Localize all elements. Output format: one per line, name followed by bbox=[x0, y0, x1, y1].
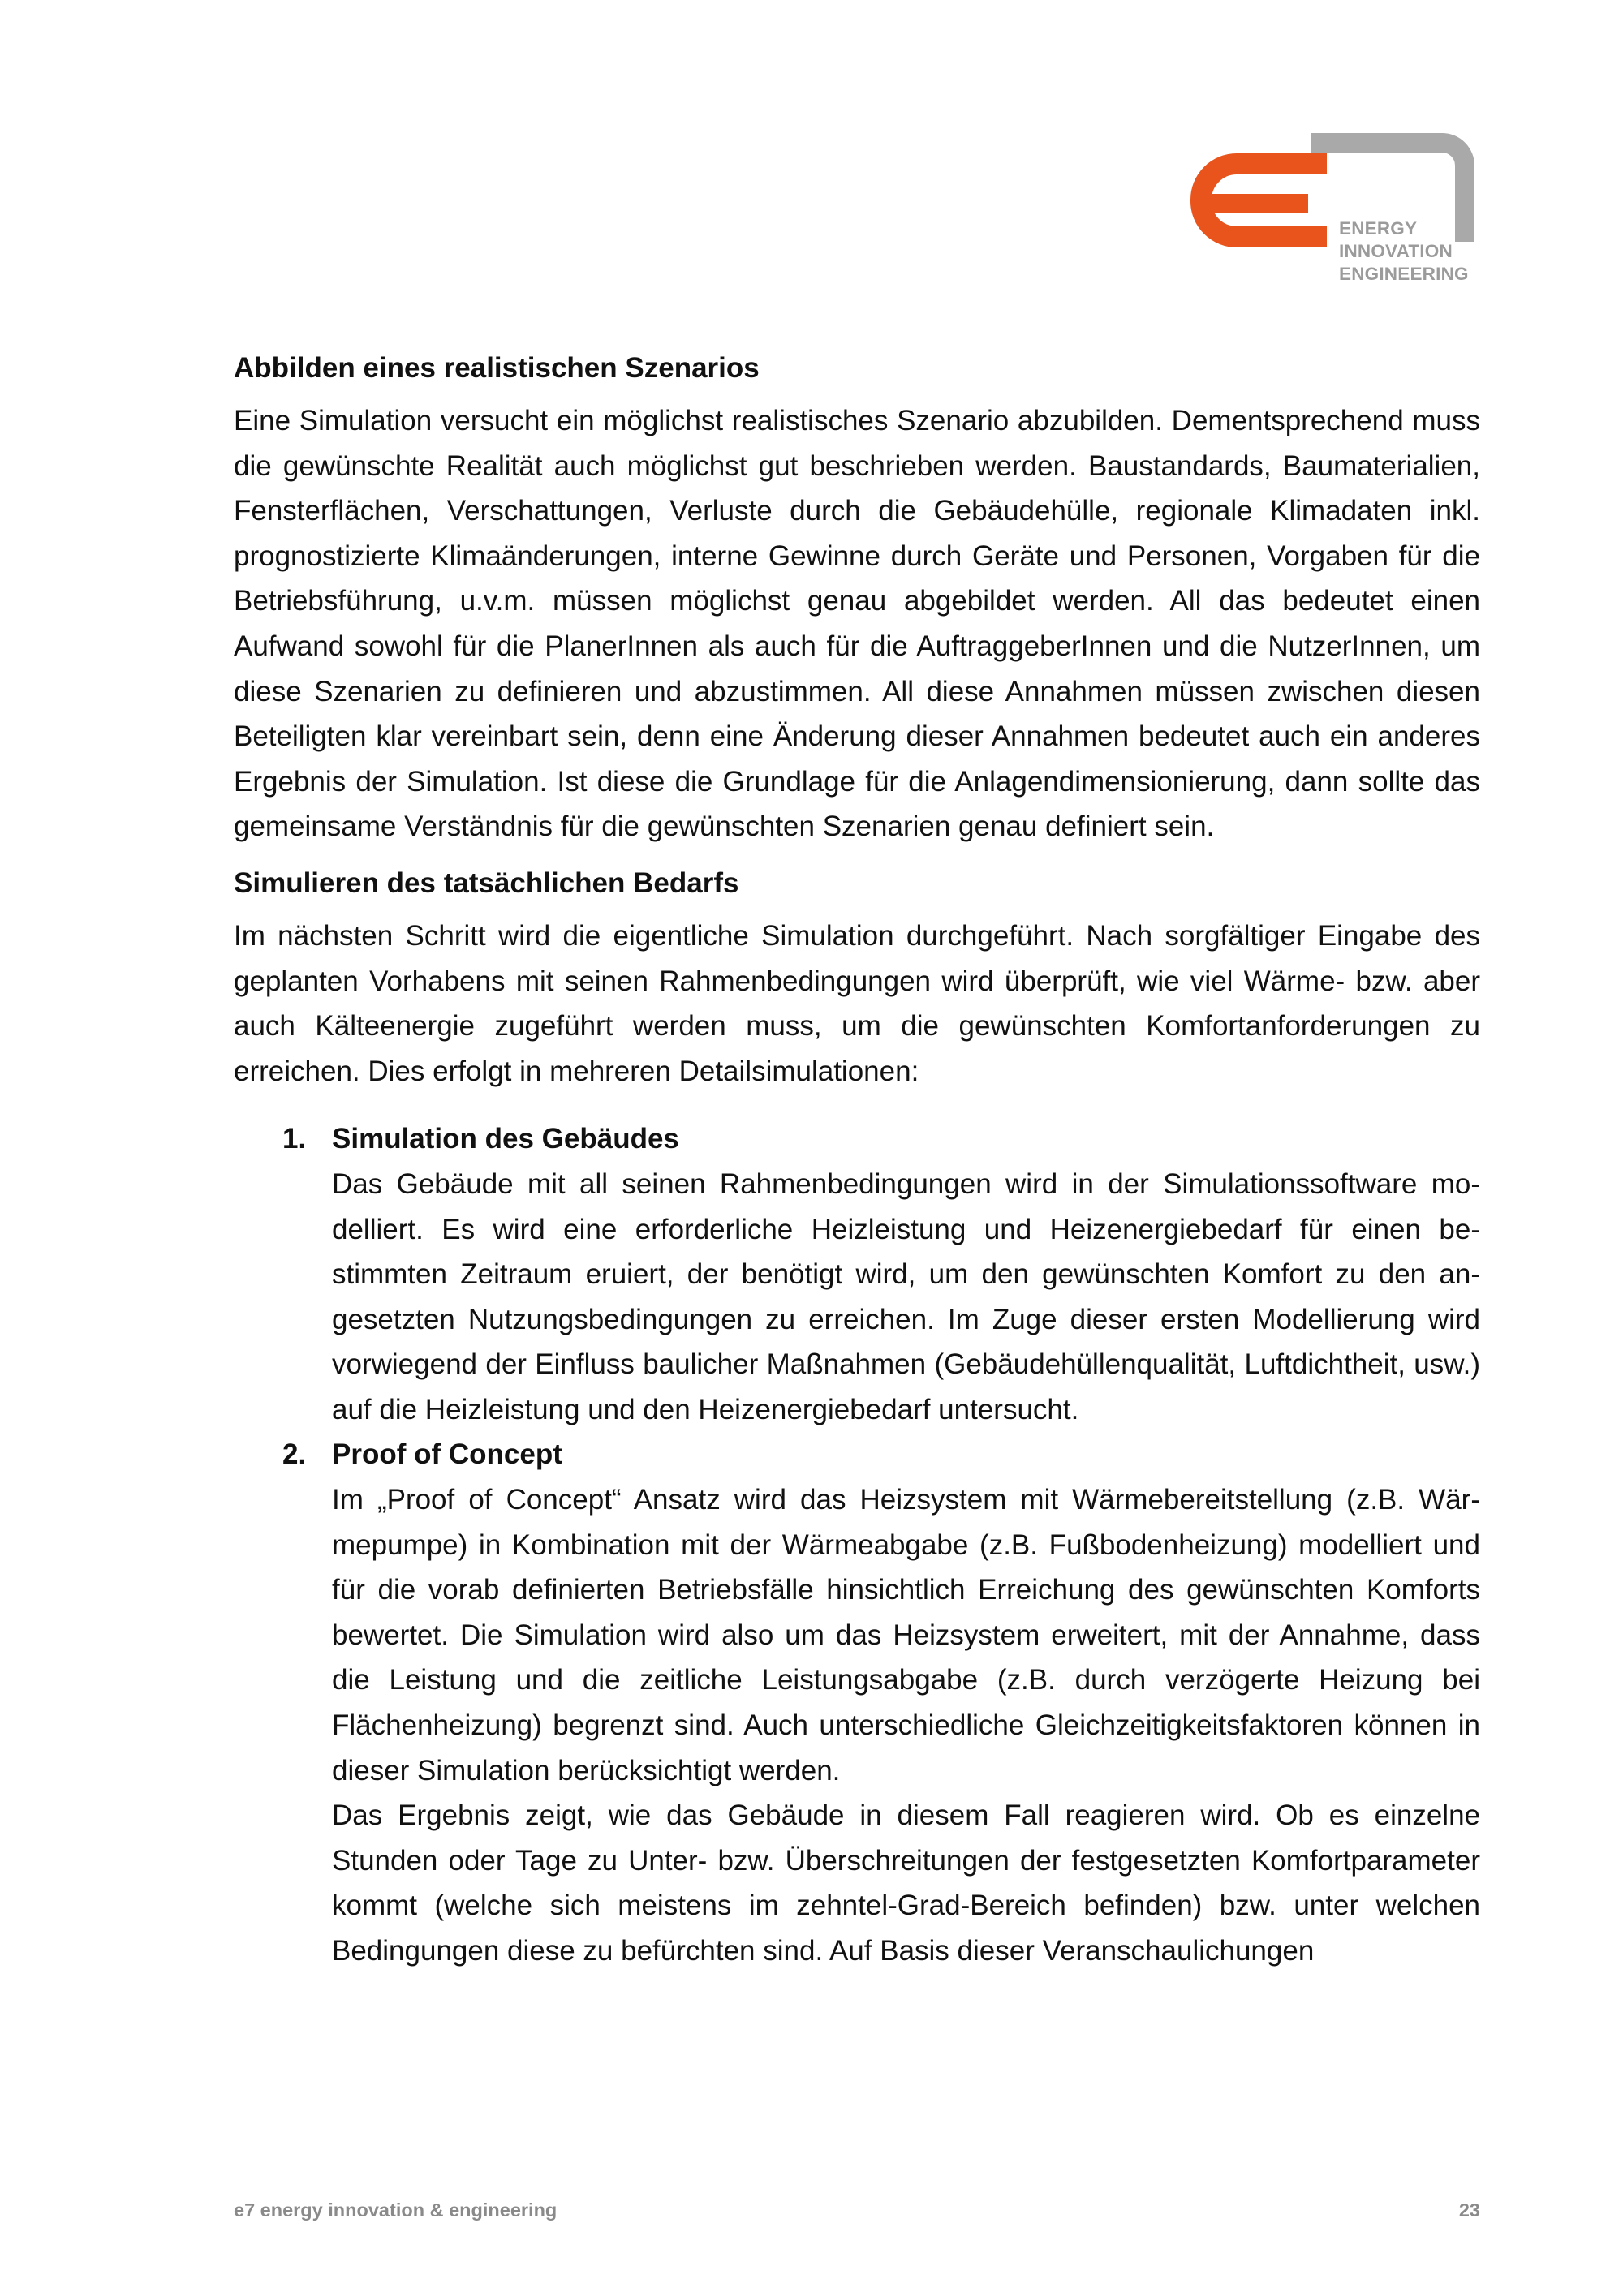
list-item-text-continued: Das Ergebnis zeigt, wie das Gebäude in diesem Fall reagieren wird. Ob es einzelne Stunden oder Tage zu Unter- bzw. Überschreitungen der festgesetzten Komfortparameter kommt (welche sich meistens im zehntel-Grad-Bereich befinden) bzw. unter welchen Bedingungen diese zu befürchten sind. Auf Basis dieser Veranschaulichungen bbox=[332, 1799, 1480, 1967]
footer-company: e7 energy innovation & engineering bbox=[234, 2199, 558, 2221]
section-heading-bedarf: Simulieren des tatsächlichen Bedarfs bbox=[234, 866, 739, 899]
list-item-text: Das Gebäude mit all seinen Rahmenbedingungen wird in der Simulationssoftware modelliert. Es wird eine erforderliche Heizleistung und Heizenergiebedarf für einen bestimmten Zeitraum eruiert, der benötigt wird, um den gewünschten Komfort zu den angesetzten Nutzungsbedingungen zu erreichen. Im Zuge dieser ersten Modellierung wird vorwiegend der Einfluss baulicher Maßnahmen (Gebäudehüllenqualität, Luftdichtheit, usw.) auf die Heizleistung und den Heizenergiebedarf untersucht. bbox=[332, 1167, 1480, 1425]
page-number: 23 bbox=[1458, 2199, 1480, 2221]
list-number: 1. bbox=[282, 1123, 307, 1155]
list-item-title: Simulation des Gebäudes bbox=[332, 1123, 679, 1155]
list-item bbox=[234, 1432, 1480, 1973]
e7-logo bbox=[1162, 128, 1480, 287]
section-heading-szenario: Abbilden eines realistischen Szenarios bbox=[234, 352, 760, 384]
logo-line-innovation: INNOVATION bbox=[1339, 241, 1453, 261]
paragraph-szenario: Eine Simulation versucht ein möglichst realistisches Szenario abzubilden. Dementsprechend muss die gewünschte Realität auch möglichst gut beschrieben werden. Baustandards, Baumaterialien, Fensterflächen, Verschattungen, Verluste durch die Gebäudehülle, regionale Klimadaten inkl. prognostizierte Klimaänderungen, interne Gewinne durch Geräte und Personen, Vorgaben für die Betriebsführung, u.v.m. müssen möglichst genau abgebildet werden. All das bedeutet einen Aufwand sowohl für die PlanerInnen als auch für die AuftraggeberInnen und die NutzerInnen, um diese Szenarien zu definieren und abzustimmen. All diese Annahmen müssen zwischen diesen Beteiligten klar vereinbart sein, denn eine Änderung dieser Annahmen bedeutet auch ein anderes Ergebnis der Simulation. Ist diese die Grundlage für die Anlagendimensionierung, dann sollte das gemeinsame Verständnis für die gewünschten Szenarien genau definiert sein. bbox=[234, 405, 1480, 843]
logo-line-engineering: ENGINEERING bbox=[1339, 264, 1469, 284]
list-item-text: Im „Proof of Concept“ Ansatz wird das Heizsystem mit Wärmebereitstellung (z.B. Wärmepumpe) in Kombination mit der Wärmeabgabe (z.B. Fußbodenheizung) modelliert und für die vorab definierten Betriebsfälle hinsichtlich Erreichung des gewünschten Komforts bewertet. Die Simulation wird also um das Heizsystem erweitert, mit der Annahme, dass die Leistung und die zeitliche Leistungsabgabe (z.B. durch verzögerte Heizung bei Flächenheizung) begrenzt sind. Auch unterschiedliche Gleichzeitigkeitsfaktoren können in dieser Simulation berücksichtigt werden. bbox=[332, 1484, 1480, 1786]
logo-line-energy: ENERGY bbox=[1339, 218, 1418, 239]
list-item-title: Proof of Concept bbox=[332, 1438, 562, 1471]
list-item bbox=[234, 1116, 1480, 1432]
list-number: 2. bbox=[282, 1438, 307, 1471]
simulation-steps-list bbox=[234, 1116, 1480, 1973]
logo-tagline bbox=[1339, 217, 1469, 286]
paragraph-bedarf: Im nächsten Schritt wird die eigentliche Simulation durchgeführt. Nach sorgfältiger Eingabe des geplanten Vorhabens mit seinen Rahmenbedingungen wird überprüft, wie viel Wärme- bzw. aber auch Kälteenergie zugeführt werden muss, um die gewünschten Komfortanforderungen zu erreichen. Dies erfolgt in mehreren Detailsimulationen: bbox=[234, 919, 1480, 1087]
document-body bbox=[234, 346, 1480, 1974]
